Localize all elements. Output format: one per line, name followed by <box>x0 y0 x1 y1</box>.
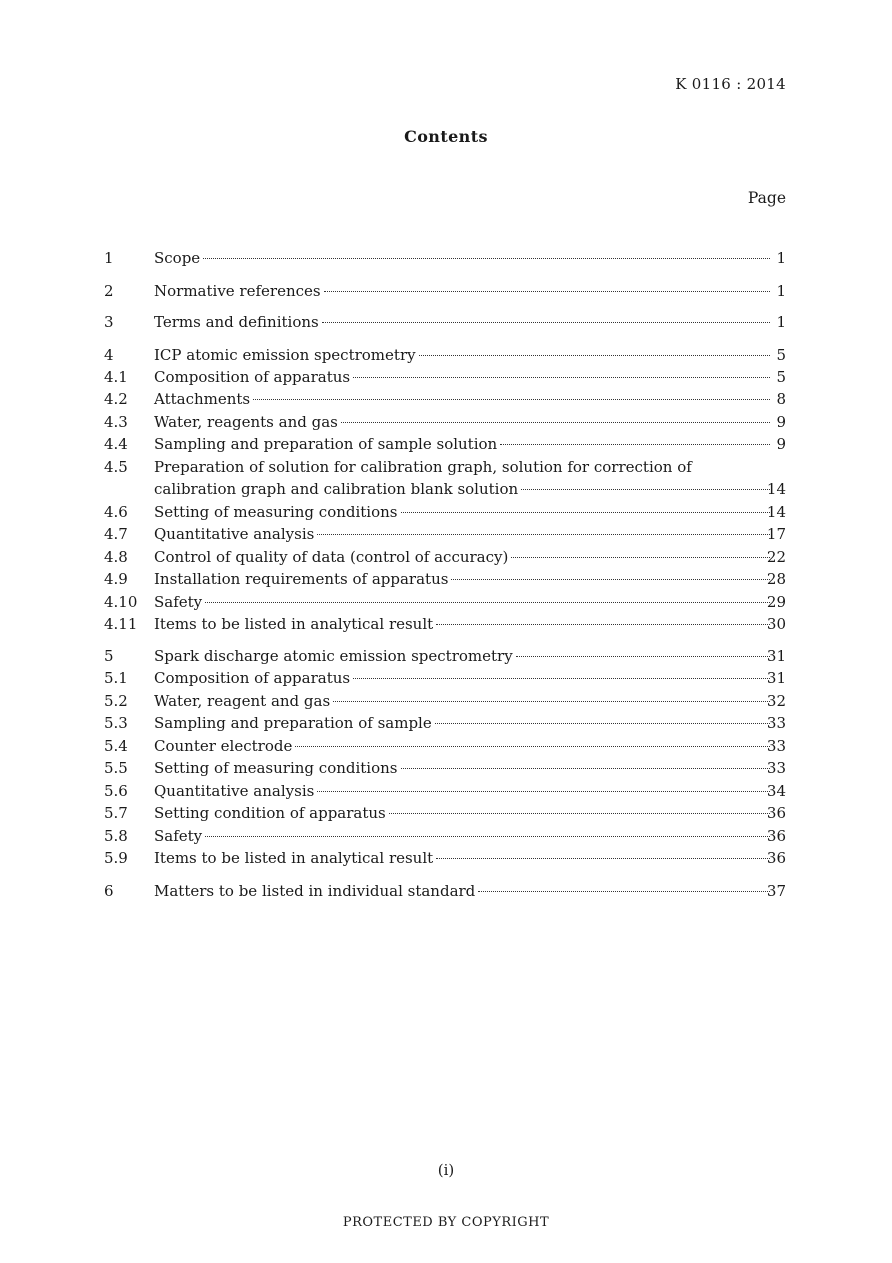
toc-number: 4.2 <box>104 390 128 408</box>
dot-leader <box>353 377 770 378</box>
dot-leader <box>205 602 770 603</box>
toc-entry[interactable] <box>0 456 892 478</box>
document-id: K 0116 : 2014 <box>675 75 786 93</box>
toc-page: 36 <box>766 827 786 845</box>
toc-title: Installation requirements of apparatus <box>154 570 449 588</box>
toc-title: Quantitative analysis <box>154 525 315 543</box>
toc-page: 1 <box>776 282 786 300</box>
toc-number: 5.2 <box>104 692 128 710</box>
toc-title: Terms and definitions <box>154 313 319 331</box>
toc-page: 17 <box>766 525 786 543</box>
dot-leader <box>203 258 770 259</box>
toc-number: 3 <box>104 313 114 331</box>
toc-title: Composition of apparatus <box>154 669 351 687</box>
dot-leader <box>317 791 770 792</box>
page-title: Contents <box>404 127 488 146</box>
toc-entry[interactable] <box>0 645 892 667</box>
toc-page: 14 <box>766 503 786 521</box>
toc-number: 5.5 <box>104 759 128 777</box>
dot-leader <box>324 291 770 292</box>
page-column-label: Page <box>747 189 786 207</box>
toc-entry[interactable] <box>0 568 892 590</box>
toc-number: 4.3 <box>104 413 128 431</box>
toc-page: 28 <box>766 570 786 588</box>
toc-page: 29 <box>766 593 786 611</box>
toc-entry[interactable] <box>0 247 892 269</box>
dot-leader <box>521 489 770 490</box>
toc-number: 4.8 <box>104 548 128 566</box>
toc-page: 9 <box>776 413 786 431</box>
toc-entry[interactable] <box>0 411 892 433</box>
toc-entry[interactable] <box>0 311 892 333</box>
toc-entry-continuation[interactable] <box>0 478 892 500</box>
toc-title: Setting condition of apparatus <box>154 804 386 822</box>
toc-entry[interactable] <box>0 501 892 523</box>
dot-leader <box>401 768 771 769</box>
toc-entry[interactable] <box>0 757 892 779</box>
toc-page: 22 <box>766 548 786 566</box>
toc-entry[interactable] <box>0 591 892 613</box>
toc-page: 30 <box>766 615 786 633</box>
dot-leader <box>511 557 770 558</box>
toc-title: Sampling and preparation of sample solution <box>154 435 498 453</box>
toc-page: 37 <box>766 882 786 900</box>
toc-entry[interactable] <box>0 523 892 545</box>
toc-title: Scope <box>154 249 201 267</box>
page-folio: (i) <box>437 1161 455 1179</box>
toc-number: 5.3 <box>104 714 128 732</box>
toc-title: Matters to be listed in individual standard <box>154 882 476 900</box>
toc-number: 5.4 <box>104 737 128 755</box>
toc-title: Normative references <box>154 282 321 300</box>
toc-number: 4.4 <box>104 435 128 453</box>
dot-leader <box>436 624 770 625</box>
toc-page: 14 <box>766 480 786 498</box>
toc-number: 5 <box>104 647 114 665</box>
toc-page: 1 <box>776 249 786 267</box>
copyright-notice: PROTECTED BY COPYRIGHT <box>342 1215 550 1230</box>
dot-leader <box>419 355 770 356</box>
toc-page: 1 <box>776 313 786 331</box>
toc-page: 36 <box>766 849 786 867</box>
toc-title: Safety <box>154 593 203 611</box>
toc-title: Quantitative analysis <box>154 782 315 800</box>
toc-title: Items to be listed in analytical result <box>154 615 434 633</box>
toc-entry[interactable] <box>0 388 892 410</box>
toc-page: 31 <box>766 669 786 687</box>
toc-number: 4.10 <box>104 593 138 611</box>
toc-number: 5.1 <box>104 669 128 687</box>
toc-number: 4 <box>104 346 114 364</box>
toc-title: Setting of measuring conditions <box>154 503 398 521</box>
toc-entry[interactable] <box>0 280 892 302</box>
toc-entry[interactable] <box>0 735 892 757</box>
toc-number: 1 <box>104 249 114 267</box>
toc-page: 33 <box>766 737 786 755</box>
toc-entry[interactable] <box>0 880 892 902</box>
toc-entry[interactable] <box>0 712 892 734</box>
toc-number: 5.9 <box>104 849 128 867</box>
toc-title: Counter electrode <box>154 737 293 755</box>
dot-leader <box>341 422 770 423</box>
toc-page: 33 <box>766 714 786 732</box>
dot-leader <box>295 746 770 747</box>
dot-leader <box>353 678 770 679</box>
toc-number: 4.9 <box>104 570 128 588</box>
toc-page: 33 <box>766 759 786 777</box>
toc-title: Water, reagent and gas <box>154 692 331 710</box>
toc-entry[interactable] <box>0 613 892 635</box>
dot-leader <box>435 723 770 724</box>
toc-page: 31 <box>766 647 786 665</box>
toc-page: 5 <box>776 346 786 364</box>
dot-leader <box>322 322 770 323</box>
toc-page: 34 <box>766 782 786 800</box>
toc-title: ICP atomic emission spectrometry <box>154 346 416 364</box>
toc-title: Composition of apparatus <box>154 368 351 386</box>
toc-title: Spark discharge atomic emission spectrometry <box>154 647 513 665</box>
dot-leader <box>516 656 770 657</box>
toc-number: 5.6 <box>104 782 128 800</box>
dot-leader <box>333 701 770 702</box>
toc-number: 4.6 <box>104 503 128 521</box>
toc-title: Attachments <box>154 390 251 408</box>
dot-leader <box>500 444 770 445</box>
toc-number: 5.8 <box>104 827 128 845</box>
toc-number: 6 <box>104 882 114 900</box>
dot-leader <box>478 891 770 892</box>
toc-page: 5 <box>776 368 786 386</box>
toc-number: 4.1 <box>104 368 128 386</box>
toc-title: Water, reagents and gas <box>154 413 338 431</box>
toc-entry[interactable] <box>0 780 892 802</box>
toc-title: Preparation of solution for calibration graph, solution for correction of <box>154 458 692 476</box>
toc-entry[interactable] <box>0 802 892 824</box>
toc-entry[interactable] <box>0 690 892 712</box>
toc-title: Sampling and preparation of sample <box>154 714 432 732</box>
toc-entry[interactable] <box>0 825 892 847</box>
toc-entry[interactable] <box>0 847 892 869</box>
toc-number: 2 <box>104 282 114 300</box>
toc-number: 4.7 <box>104 525 128 543</box>
dot-leader <box>253 399 770 400</box>
toc-entry[interactable] <box>0 433 892 455</box>
toc-entry[interactable] <box>0 546 892 568</box>
dot-leader <box>205 836 770 837</box>
toc-title: Items to be listed in analytical result <box>154 849 434 867</box>
toc-title: Control of quality of data (control of accuracy) <box>154 548 509 566</box>
toc-page: 32 <box>766 692 786 710</box>
toc-title-continuation: calibration graph and calibration blank solution <box>154 480 519 498</box>
toc-entry[interactable] <box>0 667 892 689</box>
toc-number: 4.11 <box>104 615 138 633</box>
dot-leader <box>451 579 770 580</box>
toc-page: 8 <box>776 390 786 408</box>
toc-page: 9 <box>776 435 786 453</box>
dot-leader <box>317 534 770 535</box>
toc-number: 4.5 <box>104 458 128 476</box>
dot-leader <box>436 858 770 859</box>
toc-page: 36 <box>766 804 786 822</box>
toc-entry[interactable] <box>0 366 892 388</box>
toc-entry[interactable] <box>0 344 892 366</box>
dot-leader <box>389 813 770 814</box>
toc-number: 5.7 <box>104 804 128 822</box>
dot-leader <box>401 512 771 513</box>
toc-title: Safety <box>154 827 203 845</box>
toc-title: Setting of measuring conditions <box>154 759 398 777</box>
